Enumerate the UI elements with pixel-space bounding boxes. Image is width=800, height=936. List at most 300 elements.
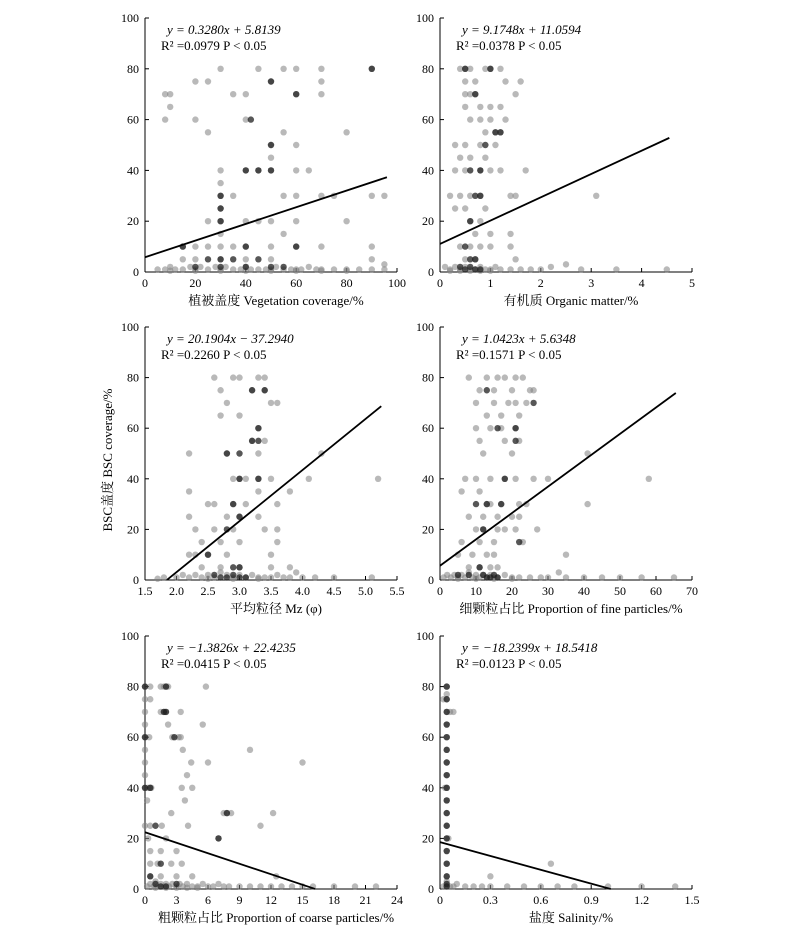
data-point bbox=[452, 205, 458, 211]
regression-stats: R² =0.0979 P < 0.05 bbox=[161, 38, 267, 53]
data-point bbox=[274, 400, 280, 406]
data-point bbox=[473, 400, 479, 406]
data-point bbox=[224, 552, 230, 558]
data-point bbox=[497, 167, 503, 173]
y-tick-label: 80 bbox=[422, 61, 434, 76]
regression-equation: y = −18.2399x + 18.5418 bbox=[462, 640, 598, 655]
regression-stats: R² =0.1571 P < 0.05 bbox=[456, 347, 562, 362]
data-point bbox=[447, 193, 453, 199]
regression-equation: y = 9.1748x + 11.0594 bbox=[462, 22, 582, 37]
shared-y-axis-label: BSC盖度 BSC coverage/% bbox=[100, 388, 115, 532]
data-point bbox=[613, 266, 619, 272]
data-point-dense bbox=[224, 574, 230, 580]
data-point bbox=[274, 526, 280, 532]
data-point bbox=[236, 374, 242, 380]
data-point-dense bbox=[268, 78, 274, 84]
data-point bbox=[185, 823, 191, 829]
data-point bbox=[318, 78, 324, 84]
data-point bbox=[512, 476, 518, 482]
y-tick-label: 60 bbox=[422, 730, 434, 745]
y-tick-label: 20 bbox=[127, 214, 139, 229]
data-point bbox=[230, 91, 236, 97]
data-point bbox=[664, 266, 670, 272]
y-tick-label: 100 bbox=[121, 629, 139, 643]
y-tick-label: 0 bbox=[133, 265, 139, 279]
data-point bbox=[512, 91, 518, 97]
data-point bbox=[287, 574, 293, 580]
data-point bbox=[467, 155, 473, 161]
y-tick-label: 20 bbox=[422, 831, 434, 846]
data-point bbox=[528, 266, 534, 272]
data-point bbox=[473, 526, 479, 532]
data-point-dense bbox=[516, 539, 522, 545]
x-tick-label: 0 bbox=[142, 276, 148, 290]
data-point bbox=[230, 374, 236, 380]
data-point bbox=[205, 266, 211, 272]
data-point bbox=[236, 539, 242, 545]
data-point bbox=[509, 576, 515, 582]
x-tick-label: 9 bbox=[236, 893, 243, 907]
data-point-dense bbox=[236, 564, 242, 570]
data-point bbox=[192, 526, 198, 532]
data-point bbox=[617, 574, 623, 580]
data-point bbox=[487, 476, 493, 482]
data-point bbox=[247, 747, 253, 753]
data-point bbox=[255, 514, 261, 520]
data-point bbox=[318, 268, 324, 274]
x-tick-label: 3.5 bbox=[263, 584, 279, 598]
data-point bbox=[331, 574, 337, 580]
data-point-dense bbox=[152, 823, 158, 829]
regression-equation: y = 1.0423x + 5.6348 bbox=[462, 331, 576, 346]
data-point bbox=[205, 78, 211, 84]
x-tick-label: 3.0 bbox=[232, 584, 247, 598]
data-point bbox=[154, 576, 160, 582]
data-point-dense bbox=[163, 683, 169, 689]
data-point bbox=[293, 193, 299, 199]
data-point bbox=[142, 747, 148, 753]
data-point bbox=[671, 574, 677, 580]
data-point bbox=[299, 759, 305, 765]
data-point-dense bbox=[171, 734, 177, 740]
data-point bbox=[205, 218, 211, 224]
data-point-dense bbox=[467, 218, 473, 224]
data-point-dense bbox=[217, 218, 223, 224]
data-point bbox=[369, 266, 375, 272]
data-point bbox=[268, 564, 274, 570]
y-tick-label: 60 bbox=[422, 112, 434, 127]
data-point bbox=[178, 734, 184, 740]
data-point-dense bbox=[192, 264, 198, 270]
data-point bbox=[211, 374, 217, 380]
data-point bbox=[530, 476, 536, 482]
data-point bbox=[479, 883, 485, 889]
x-tick-label: 1.2 bbox=[634, 893, 650, 907]
y-tick-label: 20 bbox=[422, 522, 434, 537]
data-point bbox=[492, 142, 498, 148]
data-point bbox=[243, 91, 249, 97]
data-point bbox=[477, 243, 483, 249]
data-point bbox=[563, 574, 569, 580]
data-point bbox=[268, 155, 274, 161]
data-point bbox=[192, 256, 198, 262]
x-tick-label: 0.3 bbox=[482, 893, 498, 907]
data-point bbox=[268, 883, 274, 889]
data-point bbox=[287, 564, 293, 570]
data-point bbox=[462, 142, 468, 148]
x-tick-label: 18 bbox=[328, 893, 340, 907]
data-point-dense bbox=[280, 264, 286, 270]
data-point-dense bbox=[293, 91, 299, 97]
data-point bbox=[318, 66, 324, 72]
data-point bbox=[147, 861, 153, 867]
data-point bbox=[638, 883, 644, 889]
data-point bbox=[217, 387, 223, 393]
data-point bbox=[507, 231, 513, 237]
data-point bbox=[381, 193, 387, 199]
data-point bbox=[236, 883, 242, 889]
data-point bbox=[520, 374, 526, 380]
data-point bbox=[173, 574, 179, 580]
y-tick-label: 40 bbox=[127, 163, 139, 178]
data-point-dense bbox=[268, 264, 274, 270]
data-point bbox=[487, 873, 493, 879]
data-point bbox=[255, 576, 261, 582]
x-tick-label: 0 bbox=[142, 893, 148, 907]
data-point bbox=[255, 266, 261, 272]
data-point bbox=[523, 400, 529, 406]
data-point bbox=[268, 218, 274, 224]
data-point bbox=[369, 574, 375, 580]
data-point bbox=[548, 861, 554, 867]
x-axis-label: 细颗粒占比 Proportion of fine particles/% bbox=[459, 601, 683, 616]
data-point-dense bbox=[255, 167, 261, 173]
y-tick-label: 80 bbox=[127, 61, 139, 76]
data-point bbox=[516, 574, 522, 580]
y-tick-label: 40 bbox=[127, 471, 139, 486]
y-tick-label: 40 bbox=[422, 163, 434, 178]
data-point bbox=[243, 256, 249, 262]
y-tick-label: 0 bbox=[133, 882, 139, 896]
data-point-dense bbox=[163, 883, 169, 889]
data-point bbox=[262, 574, 268, 580]
data-point bbox=[180, 256, 186, 262]
data-point bbox=[584, 501, 590, 507]
x-tick-label: 12 bbox=[265, 893, 277, 907]
data-point bbox=[280, 574, 286, 580]
x-tick-label: 40 bbox=[578, 584, 590, 598]
y-tick-label: 100 bbox=[416, 629, 434, 643]
x-tick-label: 0 bbox=[437, 893, 443, 907]
data-point bbox=[457, 193, 463, 199]
data-point bbox=[502, 572, 508, 578]
data-point bbox=[142, 721, 148, 727]
data-point-dense bbox=[444, 861, 450, 867]
data-point bbox=[507, 266, 513, 272]
data-point-dense bbox=[466, 572, 472, 578]
data-point bbox=[462, 205, 468, 211]
data-point bbox=[186, 552, 192, 558]
data-point bbox=[452, 167, 458, 173]
x-axis-label: 有机质 Organic matter/% bbox=[503, 293, 639, 308]
data-point bbox=[487, 243, 493, 249]
data-point-dense bbox=[444, 797, 450, 803]
y-tick-label: 40 bbox=[127, 780, 139, 795]
y-tick-label: 80 bbox=[127, 370, 139, 385]
data-point-dense bbox=[512, 438, 518, 444]
data-point bbox=[199, 564, 205, 570]
x-tick-label: 1.5 bbox=[137, 584, 153, 598]
y-tick-label: 40 bbox=[422, 471, 434, 486]
data-point bbox=[491, 387, 497, 393]
data-point bbox=[167, 268, 173, 274]
y-tick-label: 20 bbox=[422, 214, 434, 229]
x-tick-label: 70 bbox=[686, 584, 698, 598]
data-point-dense bbox=[444, 848, 450, 854]
regression-stats: R² =0.0123 P < 0.05 bbox=[456, 656, 562, 671]
data-point bbox=[476, 488, 482, 494]
data-point bbox=[179, 785, 185, 791]
data-point-dense bbox=[462, 66, 468, 72]
y-tick-label: 0 bbox=[133, 573, 139, 587]
data-point bbox=[467, 116, 473, 122]
data-point bbox=[168, 810, 174, 816]
data-point bbox=[522, 167, 528, 173]
data-point-dense bbox=[477, 266, 483, 272]
data-point bbox=[457, 155, 463, 161]
regression-line bbox=[167, 406, 381, 580]
data-point bbox=[142, 709, 148, 715]
data-point bbox=[487, 231, 493, 237]
data-point bbox=[274, 572, 280, 578]
panel-2 bbox=[416, 11, 695, 308]
y-tick-label: 60 bbox=[422, 421, 434, 436]
data-point-dense bbox=[530, 400, 536, 406]
data-point bbox=[144, 797, 150, 803]
data-point-dense bbox=[215, 835, 221, 841]
x-tick-label: 6 bbox=[205, 893, 211, 907]
data-point bbox=[352, 883, 358, 889]
data-point bbox=[188, 759, 194, 765]
data-point-dense bbox=[455, 572, 461, 578]
data-point bbox=[205, 501, 211, 507]
data-point-dense bbox=[217, 205, 223, 211]
data-point-dense bbox=[147, 873, 153, 879]
data-point bbox=[200, 721, 206, 727]
data-point-dense bbox=[444, 747, 450, 753]
data-point bbox=[571, 883, 577, 889]
x-tick-label: 5.5 bbox=[389, 584, 405, 598]
data-point-dense bbox=[462, 243, 468, 249]
data-point bbox=[509, 450, 515, 456]
data-point bbox=[516, 514, 522, 520]
x-tick-label: 4 bbox=[638, 276, 645, 290]
data-point bbox=[268, 552, 274, 558]
data-point bbox=[466, 374, 472, 380]
data-point bbox=[512, 193, 518, 199]
data-point bbox=[554, 883, 560, 889]
data-point bbox=[450, 709, 456, 715]
data-point-dense bbox=[230, 256, 236, 262]
x-tick-label: 1.5 bbox=[684, 893, 700, 907]
data-point-dense bbox=[217, 193, 223, 199]
data-point bbox=[512, 256, 518, 262]
data-point-dense bbox=[255, 425, 261, 431]
data-point bbox=[517, 78, 523, 84]
data-point-dense bbox=[243, 243, 249, 249]
data-point-dense bbox=[293, 243, 299, 249]
data-point-dense bbox=[444, 721, 450, 727]
data-point bbox=[369, 193, 375, 199]
x-tick-label: 21 bbox=[359, 893, 372, 907]
data-point-dense bbox=[484, 387, 490, 393]
x-tick-label: 40 bbox=[239, 276, 252, 290]
data-point bbox=[236, 412, 242, 418]
data-point-dense bbox=[484, 501, 490, 507]
regression-stats: R² =0.0415 P < 0.05 bbox=[161, 656, 267, 671]
data-point bbox=[476, 387, 482, 393]
panel-4 bbox=[416, 320, 698, 616]
data-point-dense bbox=[444, 835, 450, 841]
x-tick-label: 4.5 bbox=[326, 584, 342, 598]
data-point-dense bbox=[444, 772, 450, 778]
data-point-dense bbox=[243, 167, 249, 173]
data-point bbox=[186, 514, 192, 520]
data-point bbox=[473, 476, 479, 482]
panel-1 bbox=[121, 11, 406, 308]
data-point bbox=[487, 883, 493, 889]
data-point-dense bbox=[444, 759, 450, 765]
data-point-dense bbox=[255, 476, 261, 482]
y-tick-label: 20 bbox=[127, 522, 139, 537]
data-point bbox=[154, 266, 160, 272]
data-point bbox=[249, 572, 255, 578]
data-point bbox=[494, 514, 500, 520]
data-point bbox=[462, 78, 468, 84]
data-point bbox=[230, 266, 236, 272]
data-point bbox=[217, 539, 223, 545]
data-point bbox=[280, 66, 286, 72]
data-point bbox=[509, 387, 515, 393]
data-point bbox=[280, 129, 286, 135]
data-point bbox=[502, 438, 508, 444]
x-tick-label: 50 bbox=[614, 584, 626, 598]
data-point bbox=[186, 574, 192, 580]
data-point bbox=[167, 104, 173, 110]
y-tick-label: 80 bbox=[422, 370, 434, 385]
data-point bbox=[161, 574, 167, 580]
y-tick-label: 60 bbox=[127, 112, 139, 127]
data-point-dense bbox=[444, 683, 450, 689]
data-point bbox=[487, 116, 493, 122]
data-point bbox=[186, 488, 192, 494]
data-point bbox=[538, 574, 544, 580]
data-point bbox=[502, 374, 508, 380]
data-point bbox=[142, 759, 148, 765]
data-point bbox=[306, 167, 312, 173]
data-point bbox=[638, 574, 644, 580]
data-point bbox=[473, 576, 479, 582]
data-point bbox=[173, 873, 179, 879]
data-point bbox=[192, 572, 198, 578]
x-axis-label: 粗颗粒占比 Proportion of coarse particles/% bbox=[157, 910, 395, 925]
data-point bbox=[480, 450, 486, 456]
data-point bbox=[494, 374, 500, 380]
y-tick-label: 60 bbox=[127, 421, 139, 436]
regression-line bbox=[145, 177, 387, 257]
data-point bbox=[487, 268, 493, 274]
data-point-dense bbox=[444, 709, 450, 715]
data-point bbox=[280, 231, 286, 237]
data-point bbox=[205, 759, 211, 765]
data-point bbox=[563, 552, 569, 558]
data-point bbox=[487, 104, 493, 110]
x-tick-label: 0 bbox=[437, 276, 443, 290]
x-tick-label: 20 bbox=[189, 276, 202, 290]
data-point bbox=[343, 129, 349, 135]
y-tick-label: 100 bbox=[416, 320, 434, 334]
data-point bbox=[497, 266, 503, 272]
data-point bbox=[243, 501, 249, 507]
data-point bbox=[247, 883, 253, 889]
data-point bbox=[162, 116, 168, 122]
data-point bbox=[502, 116, 508, 122]
x-tick-label: 100 bbox=[388, 276, 406, 290]
data-point bbox=[205, 243, 211, 249]
data-point bbox=[477, 104, 483, 110]
data-point bbox=[452, 142, 458, 148]
data-point-dense bbox=[498, 501, 504, 507]
data-point bbox=[217, 180, 223, 186]
data-point bbox=[476, 539, 482, 545]
data-point bbox=[217, 167, 223, 173]
data-point bbox=[375, 476, 381, 482]
data-point-dense bbox=[236, 574, 242, 580]
data-point bbox=[498, 412, 504, 418]
data-point bbox=[306, 476, 312, 482]
y-tick-label: 0 bbox=[428, 265, 434, 279]
x-tick-label: 1 bbox=[487, 276, 494, 290]
data-point-dense bbox=[224, 810, 230, 816]
data-point bbox=[184, 772, 190, 778]
data-point-dense bbox=[472, 256, 478, 262]
data-point bbox=[494, 526, 500, 532]
data-point bbox=[158, 873, 164, 879]
data-point bbox=[502, 78, 508, 84]
panel-6 bbox=[416, 629, 700, 925]
y-tick-label: 40 bbox=[422, 780, 434, 795]
data-point bbox=[482, 205, 488, 211]
data-point bbox=[199, 574, 205, 580]
data-point bbox=[226, 883, 232, 889]
data-point bbox=[299, 574, 305, 580]
x-axis-label: 平均粒径 Mz (φ) bbox=[230, 601, 322, 616]
x-tick-label: 20 bbox=[506, 584, 518, 598]
x-tick-label: 0.6 bbox=[533, 893, 549, 907]
data-point-dense bbox=[230, 501, 236, 507]
data-point bbox=[274, 539, 280, 545]
data-point bbox=[192, 116, 198, 122]
data-point bbox=[255, 450, 261, 456]
data-point bbox=[147, 696, 153, 702]
data-point bbox=[369, 243, 375, 249]
data-point bbox=[476, 438, 482, 444]
data-point bbox=[369, 256, 375, 262]
regression-equation: y = 20.1904x − 37.2940 bbox=[167, 331, 294, 346]
data-point-dense bbox=[243, 574, 249, 580]
y-tick-label: 100 bbox=[416, 11, 434, 25]
data-point-dense bbox=[255, 256, 261, 262]
